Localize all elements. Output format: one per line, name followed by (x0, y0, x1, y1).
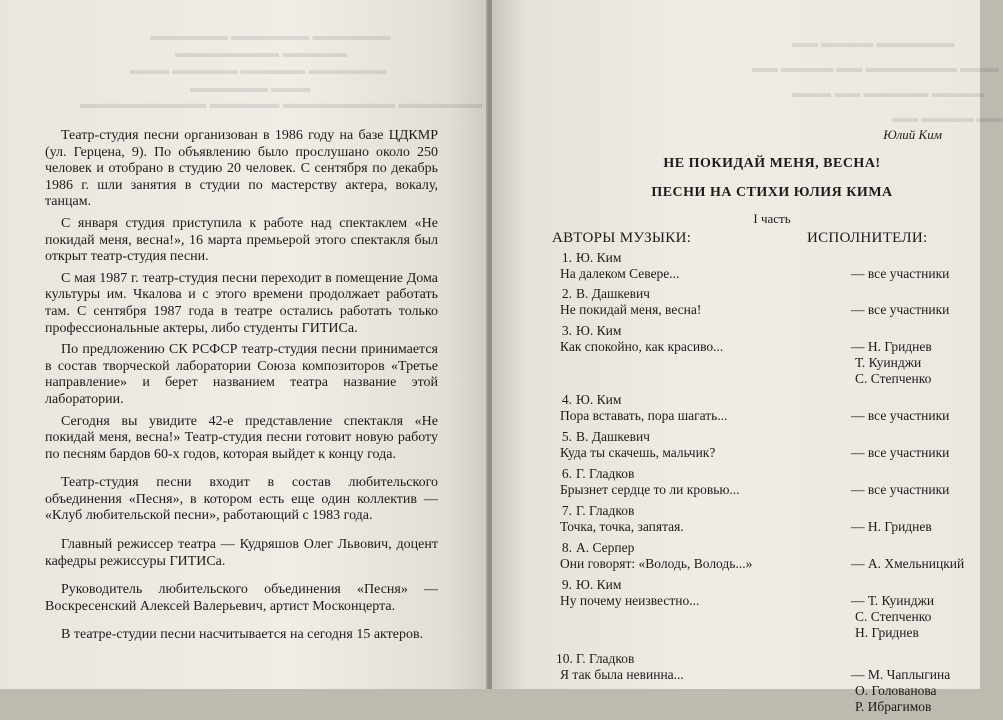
song-item (556, 250, 976, 282)
song-composer: Ю. Ким (576, 577, 622, 592)
song-item (556, 503, 976, 535)
show-through-line: ▬▬▬▬▬▬ ▬▬▬▬▬ ▬▬▬▬▬ ▬▬▬ (130, 62, 387, 77)
song-title: Как спокойно, как красиво... (560, 339, 724, 354)
paragraph: С января студия приступила к работе над спектаклем «Не покидай меня, весна!», 16 марта премьерой этого спектакля был открыт театр-студия песни. (45, 215, 438, 265)
part-heading: I часть (753, 211, 791, 226)
song-item (556, 577, 976, 641)
song-number: 10. (556, 651, 573, 666)
song-performer: — все участники (851, 302, 950, 317)
song-performer: — М. Чаплыгина (851, 667, 951, 682)
song-title: Ну почему неизвестно... (560, 593, 700, 608)
song-composer: Ю. Ким (576, 392, 622, 407)
song-performer: — А. Хмельницкий (851, 556, 965, 571)
show-through-line: ▬▬▬ ▬▬▬▬▬▬▬ ▬▬ ▬▬▬▬ ▬▬ (752, 60, 999, 75)
song-composer: Ю. Ким (576, 323, 622, 338)
song-number: 7. (561, 503, 572, 518)
song-performer: — Т. Куинджи (851, 593, 935, 608)
song-number: 1. (561, 250, 572, 265)
song-list (556, 250, 976, 720)
left-page (0, 0, 488, 689)
show-through-line: ▬▬▬▬▬▬ ▬▬▬▬▬▬▬▬ ▬▬▬▬▬ ▬▬▬▬▬▬▬▬▬ (80, 97, 483, 112)
song-item (556, 392, 976, 424)
song-item (556, 429, 976, 461)
paragraph: Театр-студия песни входит в состав любительского объединения «Песня», в котором есть еще один коллектив — «Клуб любительской песни», работающий с 1983 года. (45, 475, 438, 524)
composers-column-heading: АВТОРЫ МУЗЫКИ: (552, 230, 692, 246)
lyricist-name: Юлий Ким (883, 127, 942, 142)
show-through-line: ▬▬▬ ▬▬▬▬▬▬ (190, 80, 311, 95)
song-composer: А. Серпер (576, 540, 635, 555)
song-performer: С. Степченко (855, 371, 932, 386)
song-number: 4. (561, 392, 572, 407)
song-composer: Г. Гладков (576, 503, 635, 518)
paragraph: В театре-студии песни насчитывается на сегодня 15 актеров. (61, 627, 424, 643)
song-title: Я так была невинна... (560, 667, 684, 682)
paragraph: Главный режиссер театра — Кудряшов Олег Львович, доцент кафедры режиссуры ГИТИСа. (45, 537, 438, 569)
song-performer: О. Голованова (855, 683, 937, 698)
song-number: 8. (561, 540, 572, 555)
song-number: 5. (561, 429, 572, 444)
song-composer: В. Дашкевич (576, 286, 650, 301)
song-item (556, 540, 976, 572)
song-performer: — все участники (851, 266, 950, 281)
song-title: Они говорят: «Володь, Володь...» (560, 556, 753, 571)
song-title: На далеком Севере... (560, 266, 680, 281)
show-through-line: ▬▬ ▬▬▬▬ ▬▬ (892, 110, 1003, 125)
song-number: 9. (561, 577, 572, 592)
song-composer: Г. Гладков (576, 466, 635, 481)
show-subtitle: ПЕСНИ НА СТИХИ ЮЛИЯ КИМА (651, 185, 893, 200)
song-title: Куда ты скачешь, мальчик? (560, 445, 716, 460)
show-through-line: ▬▬▬▬▬▬ ▬▬▬▬▬▬ ▬▬▬▬▬▬ (150, 28, 391, 43)
song-performer: — все участники (851, 482, 950, 497)
theatre-description (45, 128, 438, 649)
song-item (556, 323, 976, 387)
show-through-line: ▬▬▬▬▬▬ ▬▬▬▬ ▬▬ (792, 35, 955, 50)
song-performer: — все участники (851, 408, 950, 423)
song-item (556, 651, 976, 715)
song-composer: В. Дашкевич (576, 429, 650, 444)
show-through-line: ▬▬▬▬▬ ▬▬▬▬▬▬▬▬ (175, 45, 348, 60)
song-performer: Р. Ибрагимов (855, 699, 932, 714)
song-item (556, 466, 976, 498)
song-performer: — Н. Гриднев (851, 339, 932, 354)
song-title: Пора вставать, пора шагать... (560, 408, 728, 423)
song-performer: Т. Куинджи (855, 355, 922, 370)
song-number: 6. (561, 466, 572, 481)
song-title: Брызнет сердце то ли кровью... (560, 482, 740, 497)
paragraph: По предложению СК РСФСР театр-студия песни принимается в состав творческой лаборатории Союза композиторов «Третье направление» и берет названием театра название этой лаборатории. (45, 342, 438, 407)
paragraph: С мая 1987 г. театр-студия песни переходит в помещение Дома культуры им. Чкалова и с этого времени продолжает работать там. С сентября 1987 года в театре остались работать только профессиональные актеры, либо студенты ГИТИСа. (45, 270, 438, 336)
song-number: 3. (561, 323, 572, 338)
song-performer: С. Степченко (855, 609, 932, 624)
song-performer: — Н. Гриднев (851, 519, 932, 534)
right-page (492, 0, 1003, 714)
song-composer: Ю. Ким (576, 250, 622, 265)
song-performer: Н. Гриднев (855, 625, 919, 640)
paragraph: Руководитель любительского объединения «Песня» — Воскресенский Алексей Валерьевич, артист Москонцерта. (45, 582, 438, 614)
song-item (556, 286, 976, 318)
song-title: Точка, точка, запятая. (560, 519, 684, 534)
paragraph: Сегодня вы увидите 42-е представление спектакля «Не покидай меня, весна!» Театр-студия песни готовит новую работу по песням бардов 60-х годов, которая выйдет к концу года. (45, 413, 438, 462)
performers-column-heading: ИСПОЛНИТЕЛИ: (807, 230, 928, 246)
show-through-line: ▬▬▬▬ ▬▬▬▬▬ ▬▬ ▬▬▬ (792, 85, 984, 100)
song-performer: — все участники (851, 445, 950, 460)
song-composer: Г. Гладков (576, 651, 635, 666)
show-title: НЕ ПОКИДАЙ МЕНЯ, ВЕСНА! (663, 156, 881, 171)
song-title: Не покидай меня, весна! (560, 302, 702, 317)
paragraph: Театр-студия песни организован в 1986 году на базе ЦДКМР (ул. Герцена, 9). По объявлению было прослушано около 250 человек и отобрано в студию 20 человек. С сентября по декабрь 1986 г. шли занятия в студии по мастерству актера, вокалу, танцам. (45, 128, 438, 210)
song-number: 2. (561, 286, 572, 301)
